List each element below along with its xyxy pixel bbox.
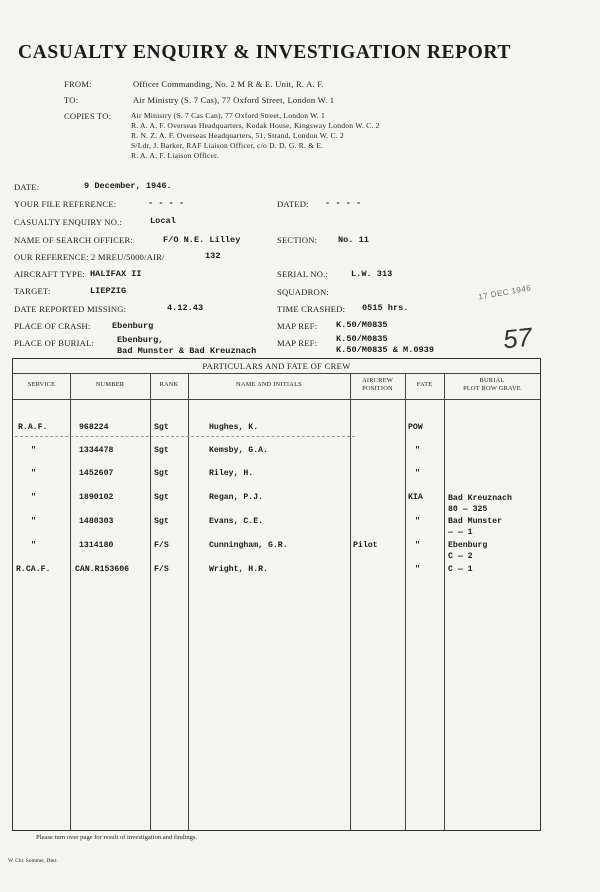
dated-value: - - - - (325, 198, 362, 208)
header-name: NAME AND INITIALS (236, 381, 302, 388)
squadron-label: SQUADRON: (277, 287, 329, 297)
copies-line-3: R. N. Z. A. F. Overseas Headquarters, 51, Strand, London W. C. 2 (131, 131, 344, 140)
header-rank: RANK (159, 381, 179, 388)
serial-label: SERIAL NO.: (277, 269, 329, 279)
header-service: SERVICE (27, 381, 56, 388)
table-caption: PARTICULARS AND FATE OF CREW (202, 361, 351, 371)
footer-note: Please turn over page for result of investigation and findings. (36, 834, 198, 841)
date-label: DATE: (14, 182, 40, 192)
our-ref-label: OUR REFERENCE: 2 MREU/5000/AIR/ (14, 252, 165, 262)
aircraft-value: HALIFAX II (90, 269, 142, 279)
serial-value: L.W. 313 (351, 269, 393, 279)
burial-value-1: Ebenburg, (117, 335, 164, 345)
header-number: NUMBER (95, 381, 125, 388)
target-label: TARGET: (14, 286, 51, 296)
copies-line-1: Air Ministry (S. 7 Cas Can), 77 Oxford Street, London W. 1 (131, 111, 326, 120)
enquiry-value: Local (150, 216, 176, 226)
printer-imprint: W. Chr. Sommer, Diez (8, 858, 57, 864)
report-title: CASUALTY ENQUIRY & INVESTIGATION REPORT (18, 42, 511, 63)
section-value: No. 11 (338, 235, 369, 245)
burial-label: PLACE OF BURIAL: (14, 338, 95, 348)
from-value: Officer Commanding, No. 2 M R & E. Unit, R. A. F. (133, 79, 324, 89)
to-value: Air Ministry (S. 7 Cas), 77 Oxford Street, London W. 1 (133, 95, 335, 105)
time-value: 0515 hrs. (362, 303, 409, 313)
header-burial-2: PLOT ROW GRAVE (463, 385, 521, 392)
copies-line-2: R. A. A. F. Overseas Headquarters, Kodak House, Kingsway London W. C. 2 (131, 121, 380, 130)
mapref2-value-2: K.50/M0835 & M.0939 (336, 345, 434, 355)
to-label: TO: (64, 95, 79, 105)
received-date-stamp: 17 DEC 1946 (477, 283, 532, 302)
mapref2-label: MAP REF: (277, 338, 318, 348)
copies-label: COPIES TO: (64, 111, 112, 121)
search-officer-value: F/O N.E. Lilley (163, 235, 241, 245)
your-ref-value: - - - - (148, 198, 185, 208)
copies-line-4: S/Ldr, J. Barker, RAF Liaison Officer, c/o D. D. G. R. & E. (131, 141, 324, 150)
section-label: SECTION: (277, 235, 318, 245)
enquiry-label: CASUALTY ENQUIRY NO.: (14, 217, 123, 227)
date-value: 9 December, 1946. (84, 181, 172, 191)
crash-value: Ebenburg (112, 321, 154, 331)
header-burial-1: BURIAL (479, 377, 505, 384)
header-position-2: POSITION (362, 385, 393, 392)
reported-label: DATE REPORTED MISSING: (14, 304, 127, 314)
mapref2-value-1: K.50/M0835 (336, 334, 388, 344)
copies-line-5: R. A. A. F. Liaison Officer. (131, 151, 219, 160)
header-position-1: AIRCREW (362, 377, 393, 384)
search-officer-label: NAME OF SEARCH OFFICER: (14, 235, 133, 245)
target-value: LIEPZIG (90, 286, 127, 296)
time-label: TIME CRASHED: (277, 304, 346, 314)
our-ref-value: 132 (205, 251, 221, 261)
handwritten-number: 57 (501, 321, 534, 355)
aircraft-label: AIRCRAFT TYPE: (14, 269, 86, 279)
crew-table: PARTICULARS AND FATE OF CREW SERVICE NUMBER RANK NAME AND INITIALS AIRCREW POSITION FATE BURIAL PLOT ROW GRAVE R.A.F. 968224 Sgt Hughes, K. POW " 1334478 Sgt Kemsby, G.A. " " 1452607 Sgt Riley, H. " " 1890102 Sgt Regan, P.J. KIA Bad Kreuznach 80 — 325 " 1480303 Sgt Evans, C.E. " Bad Munster — — 1 " 1314180 F/S Cunningham, G.R. Pilot " Ebenburg C — 2 R.CA.F. CAN.R153606 F/S Wright, H.R. " C — 1 (12, 358, 541, 831)
mapref-value: K.50/M0835 (336, 320, 388, 330)
from-label: FROM: (64, 79, 92, 89)
burial-value-2: Bad Munster & Bad Kreuznach (117, 346, 257, 356)
header-fate: FATE (416, 381, 433, 388)
mapref-label: MAP REF: (277, 321, 318, 331)
reported-value: 4.12.43 (167, 303, 204, 313)
your-ref-label: YOUR FILE REFERENCE: (14, 199, 117, 209)
crash-label: PLACE OF CRASH: (14, 321, 91, 331)
dated-label: DATED: (277, 199, 309, 209)
